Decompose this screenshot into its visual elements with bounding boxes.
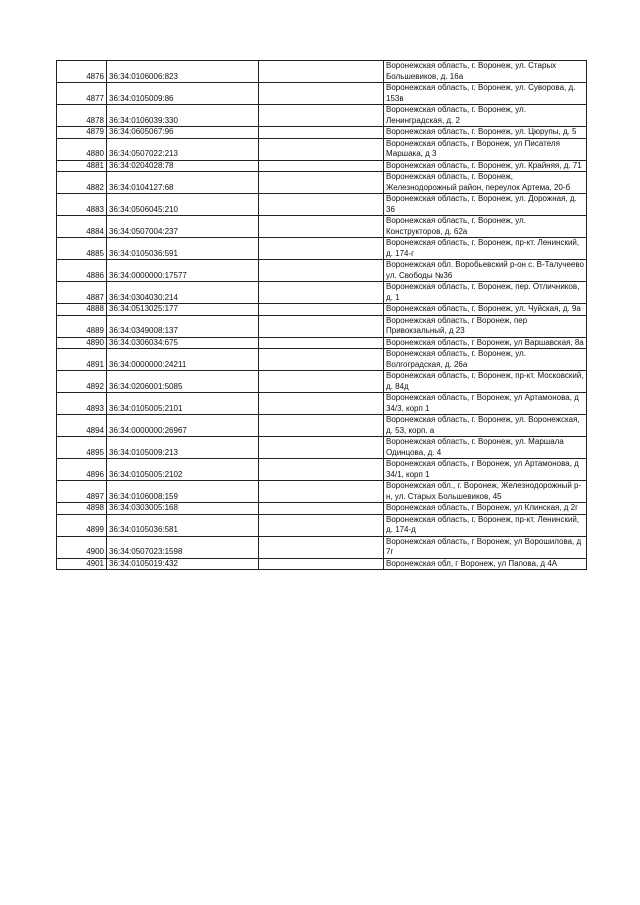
table-row [57, 337, 587, 349]
address-cell: Воронежская область, г. Воронеж, ул. Старых Большевиков, д. 16а [384, 61, 587, 83]
cadastral-number-cell: 36:34:0206001:5085 [107, 371, 259, 393]
row-number-cell: 4890 [57, 337, 107, 349]
row-number-cell: 4894 [57, 415, 107, 437]
registry-table-body [57, 61, 587, 570]
table-row [57, 138, 587, 160]
address-cell: Воронежская область, г. Воронеж, ул. Ленинградская, д. 2 [384, 105, 587, 127]
table-row [57, 194, 587, 216]
row-number-cell: 4886 [57, 260, 107, 282]
address-cell: Воронежская область, г Воронеж, ул Варшавская, 8а [384, 337, 587, 349]
table-row [57, 536, 587, 558]
empty-cell [259, 105, 384, 127]
empty-cell [259, 536, 384, 558]
row-number-cell: 4876 [57, 61, 107, 83]
cadastral-number-cell: 36:34:0605067:96 [107, 127, 259, 139]
cadastral-number-cell: 36:34:0104127:68 [107, 172, 259, 194]
table-row [57, 514, 587, 536]
cadastral-number-cell: 36:34:0105005:2101 [107, 393, 259, 415]
cadastral-number-cell: 36:34:0513025:177 [107, 304, 259, 316]
table-row [57, 558, 587, 570]
table-row [57, 238, 587, 260]
empty-cell [259, 238, 384, 260]
row-number-cell: 4883 [57, 194, 107, 216]
cadastral-number-cell: 36:34:0349008:137 [107, 315, 259, 337]
row-number-cell: 4893 [57, 393, 107, 415]
empty-cell [259, 160, 384, 172]
cadastral-number-cell: 36:34:0204028:78 [107, 160, 259, 172]
cadastral-number-cell: 36:34:0106039:330 [107, 105, 259, 127]
address-cell: Воронежская обл., г. Воронеж, Железнодорожный р-н, ул. Старых Большевиков, 45 [384, 481, 587, 503]
address-cell: Воронежская область, г. Воронеж, пр-кт. Ленинский, д. 174-д [384, 514, 587, 536]
row-number-cell: 4901 [57, 558, 107, 570]
registry-table [56, 60, 587, 570]
empty-cell [259, 503, 384, 515]
address-cell: Воронежская область, г. Воронеж, пер. Отличников, д. 1 [384, 282, 587, 304]
cadastral-number-cell: 36:34:0000000:24211 [107, 349, 259, 371]
table-row [57, 83, 587, 105]
table-row [57, 61, 587, 83]
empty-cell [259, 260, 384, 282]
empty-cell [259, 437, 384, 459]
cadastral-number-cell: 36:34:0507023:1598 [107, 536, 259, 558]
address-cell: Воронежская обл. Воробьевский р-он с. В-Талучеево ул. Свободы №36 [384, 260, 587, 282]
address-cell: Воронежская область, г Воронеж, ул Писателя Маршака, д 3 [384, 138, 587, 160]
table-row [57, 172, 587, 194]
cadastral-number-cell: 36:34:0507022:213 [107, 138, 259, 160]
address-cell: Воронежская область, г Воронеж, ул Ворошилова, д 7г [384, 536, 587, 558]
empty-cell [259, 194, 384, 216]
row-number-cell: 4899 [57, 514, 107, 536]
empty-cell [259, 481, 384, 503]
table-row [57, 349, 587, 371]
table-row [57, 481, 587, 503]
empty-cell [259, 127, 384, 139]
row-number-cell: 4895 [57, 437, 107, 459]
cadastral-number-cell: 36:34:0105036:581 [107, 514, 259, 536]
address-cell: Воронежская область, г. Воронеж, пр-кт. Московский, д. 84д [384, 371, 587, 393]
empty-cell [259, 393, 384, 415]
address-cell: Воронежская область, г Воронеж, ул Артамонова, д 34/1, корп 1 [384, 459, 587, 481]
empty-cell [259, 216, 384, 238]
cadastral-number-cell: 36:34:0506045:210 [107, 194, 259, 216]
table-row [57, 260, 587, 282]
address-cell: Воронежская обл, г Воронеж, ул Папова, д 4А [384, 558, 587, 570]
address-cell: Воронежская область, г. Воронеж, ул. Конструкторов, д. 62а [384, 216, 587, 238]
cadastral-number-cell: 36:34:0105009:86 [107, 83, 259, 105]
row-number-cell: 4896 [57, 459, 107, 481]
address-cell: Воронежская область, г Воронеж, ул Артамонова, д 34/3, корп 1 [384, 393, 587, 415]
empty-cell [259, 459, 384, 481]
empty-cell [259, 61, 384, 83]
row-number-cell: 4887 [57, 282, 107, 304]
address-cell: Воронежская область, г Воронеж, пер Привокзальный, д 23 [384, 315, 587, 337]
empty-cell [259, 558, 384, 570]
cadastral-number-cell: 36:34:0303005:168 [107, 503, 259, 515]
row-number-cell: 4884 [57, 216, 107, 238]
cadastral-number-cell: 36:34:0106008:159 [107, 481, 259, 503]
cadastral-number-cell: 36:34:0304030:214 [107, 282, 259, 304]
table-row [57, 437, 587, 459]
row-number-cell: 4879 [57, 127, 107, 139]
table-row [57, 371, 587, 393]
address-cell: Воронежская область, г. Воронеж, ул. Цюрупы, д. 5 [384, 127, 587, 139]
cadastral-number-cell: 36:34:0000000:17577 [107, 260, 259, 282]
address-cell: Воронежская область, г. Воронеж, Железнодорожный район, переулок Артема, 20-б [384, 172, 587, 194]
address-cell: Воронежская область, г. Воронеж, ул. Маршала Одинцова, д. 4 [384, 437, 587, 459]
row-number-cell: 4885 [57, 238, 107, 260]
table-row [57, 304, 587, 316]
row-number-cell: 4877 [57, 83, 107, 105]
empty-cell [259, 514, 384, 536]
table-row [57, 393, 587, 415]
table-row [57, 282, 587, 304]
cadastral-number-cell: 36:34:0105019:432 [107, 558, 259, 570]
row-number-cell: 4891 [57, 349, 107, 371]
cadastral-number-cell: 36:34:0106006:823 [107, 61, 259, 83]
address-cell: Воронежская область, г. Воронеж, пр-кт. Ленинский, д. 174-г [384, 238, 587, 260]
empty-cell [259, 371, 384, 393]
row-number-cell: 4882 [57, 172, 107, 194]
empty-cell [259, 415, 384, 437]
cadastral-number-cell: 36:34:0000000:26967 [107, 415, 259, 437]
address-cell: Воронежская область, г Воронеж, ул Клинская, д 2г [384, 503, 587, 515]
cadastral-number-cell: 36:34:0105009:213 [107, 437, 259, 459]
address-cell: Воронежская область, г. Воронеж, ул. Суворова, д. 153в [384, 83, 587, 105]
cadastral-number-cell: 36:34:0306034:675 [107, 337, 259, 349]
table-row [57, 415, 587, 437]
row-number-cell: 4880 [57, 138, 107, 160]
address-cell: Воронежская область, г. Воронеж, ул. Чуйская, д. 9а [384, 304, 587, 316]
table-row [57, 503, 587, 515]
empty-cell [259, 315, 384, 337]
cadastral-number-cell: 36:34:0105005:2102 [107, 459, 259, 481]
row-number-cell: 4888 [57, 304, 107, 316]
cadastral-number-cell: 36:34:0105036:591 [107, 238, 259, 260]
row-number-cell: 4900 [57, 536, 107, 558]
row-number-cell: 4898 [57, 503, 107, 515]
empty-cell [259, 282, 384, 304]
table-row [57, 216, 587, 238]
address-cell: Воронежская область, г. Воронеж, ул. Крайняя, д. 71 [384, 160, 587, 172]
row-number-cell: 4897 [57, 481, 107, 503]
empty-cell [259, 349, 384, 371]
address-cell: Воронежская область, г. Воронеж, ул. Воронежская, д. 53, корп. а [384, 415, 587, 437]
table-row [57, 459, 587, 481]
row-number-cell: 4878 [57, 105, 107, 127]
empty-cell [259, 83, 384, 105]
row-number-cell: 4881 [57, 160, 107, 172]
table-row [57, 160, 587, 172]
empty-cell [259, 138, 384, 160]
table-row [57, 127, 587, 139]
address-cell: Воронежская область, г. Воронеж, ул. Дорожная, д. 36 [384, 194, 587, 216]
row-number-cell: 4889 [57, 315, 107, 337]
empty-cell [259, 337, 384, 349]
empty-cell [259, 172, 384, 194]
table-row [57, 315, 587, 337]
row-number-cell: 4892 [57, 371, 107, 393]
cadastral-number-cell: 36:34:0507004:237 [107, 216, 259, 238]
table-row [57, 105, 587, 127]
address-cell: Воронежская область, г. Воронеж, ул. Волгоградская, д. 26а [384, 349, 587, 371]
empty-cell [259, 304, 384, 316]
